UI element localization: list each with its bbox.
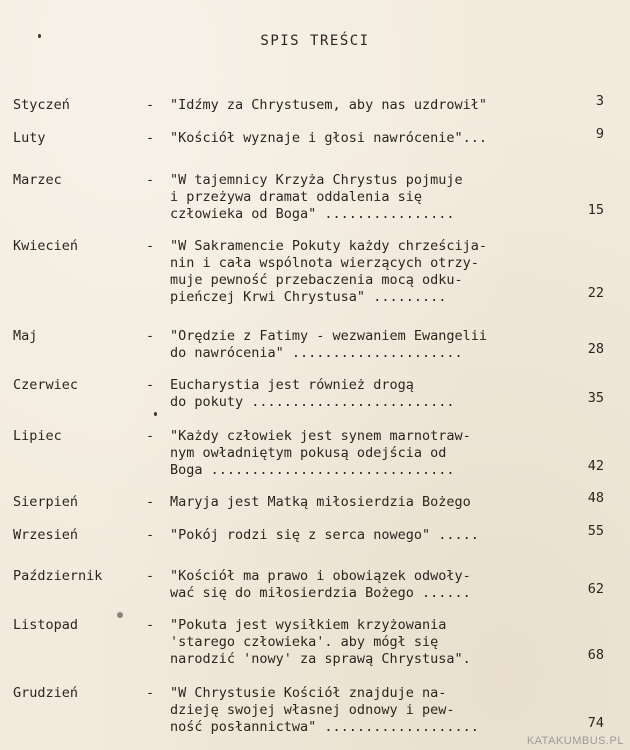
toc-description-line: "Każdy człowiek jest synem marnotraw- xyxy=(170,428,471,444)
toc-description xyxy=(170,685,570,736)
page-title: SPIS TREŚCI xyxy=(260,33,370,49)
toc-page-number: 9 xyxy=(595,126,604,142)
toc-description-line: "W Chrystusie Kościół znajduje na- xyxy=(170,685,447,701)
toc-description-line: do pokuty ......................... xyxy=(170,394,455,410)
toc-description-line: "Kościół wyznaje i głosi nawrócenie"... xyxy=(170,130,487,146)
toc-description-line: muje pewność przebaczenia mocą odku- xyxy=(170,272,463,288)
toc-description-line: 'starego człowieka'. aby mógł się xyxy=(170,634,439,650)
toc-description xyxy=(170,130,570,147)
toc-dash: - xyxy=(146,428,155,444)
toc-description-line: ność posłannictwa" ................... xyxy=(170,719,479,735)
toc-description-line: i przeżywa dramat oddalenia się xyxy=(170,189,422,205)
toc-month: Marzec xyxy=(13,172,62,188)
toc-page-number: 22 xyxy=(587,285,604,301)
toc-description-line: dzieję swojej własnej odnowy i pew- xyxy=(170,702,455,718)
toc-month: Listopad xyxy=(13,617,79,633)
toc-dash: - xyxy=(146,617,155,633)
toc-description-line: Eucharystia jest również drogą xyxy=(170,377,414,393)
ink-speck xyxy=(38,34,41,38)
toc-page-number: 68 xyxy=(587,647,604,663)
toc-dash: - xyxy=(146,97,155,113)
toc-description-line: "Idźmy za Chrystusem, aby nas uzdrowił" xyxy=(170,97,487,113)
toc-page-number: 74 xyxy=(587,715,604,731)
toc-description xyxy=(170,494,570,511)
toc-description xyxy=(170,568,570,602)
toc-description-line: do nawrócenia" ..................... xyxy=(170,345,463,361)
toc-page-number: 48 xyxy=(587,490,604,506)
toc-description-line: człowieka od Boga" ................ xyxy=(170,206,455,222)
toc-description xyxy=(170,238,570,306)
toc-dash: - xyxy=(146,130,155,146)
toc-dash: - xyxy=(146,328,155,344)
toc-dash: - xyxy=(146,494,155,510)
toc-month: Grudzień xyxy=(13,685,79,701)
toc-description xyxy=(170,172,570,223)
toc-description xyxy=(170,377,570,411)
toc-dash: - xyxy=(146,377,155,393)
toc-description-line: "Pokuta jest wysiłkiem krzyżowania xyxy=(170,617,447,633)
toc-page-number: 35 xyxy=(587,390,604,406)
toc-description xyxy=(170,617,570,668)
toc-description-line: "W Sakramencie Pokuty każdy chrześcija- xyxy=(170,238,487,254)
toc-description-line: narodzić 'nowy' za sprawą Chrystusa". xyxy=(170,651,471,667)
toc-page-number: 55 xyxy=(587,523,604,539)
toc-description xyxy=(170,527,570,544)
toc-month: Sierpień xyxy=(13,494,79,510)
toc-month: Kwiecień xyxy=(13,238,79,254)
ink-speck xyxy=(117,612,123,618)
toc-month: Styczeń xyxy=(13,97,70,113)
toc-description-line: "Orędzie z Fatimy - wezwaniem Ewangelii xyxy=(170,328,487,344)
toc-dash: - xyxy=(146,527,155,543)
toc-description-line: pieńczej Krwi Chrystusa" ......... xyxy=(170,289,447,305)
toc-description-line: nin i cała wspólnota wierzących otrzy- xyxy=(170,255,479,271)
toc-dash: - xyxy=(146,238,155,254)
toc-description-line: Maryja jest Matką miłosierdzia Bożego xyxy=(170,494,471,510)
ink-speck xyxy=(154,412,157,416)
toc-dash: - xyxy=(146,685,155,701)
toc-page-number: 28 xyxy=(587,341,604,357)
toc-description-line: "W tajemnicy Krzyża Chrystus pojmuje xyxy=(170,172,463,188)
toc-page-number: 3 xyxy=(595,93,604,109)
toc-month: Maj xyxy=(13,328,38,344)
toc-page-number: 15 xyxy=(587,202,604,218)
toc-description-line: wać się do miłosierdzia Bożego ...... xyxy=(170,585,471,601)
toc-page-number: 42 xyxy=(587,458,604,474)
toc-dash: - xyxy=(146,172,155,188)
toc-description-line: Boga .............................. xyxy=(170,462,455,478)
toc-description xyxy=(170,328,570,362)
toc-month: Wrzesień xyxy=(13,527,79,543)
toc-dash: - xyxy=(146,568,155,584)
watermark: KATAKUMBUS.PL xyxy=(526,735,624,747)
toc-page-number: 62 xyxy=(587,581,604,597)
toc-description-line: nym owładniętym pokusą odejścia od xyxy=(170,445,447,461)
toc-description xyxy=(170,97,570,114)
toc-month: Październik xyxy=(13,568,103,584)
toc-description xyxy=(170,428,570,479)
toc-month: Czerwiec xyxy=(13,377,79,393)
toc-month: Lipiec xyxy=(13,428,62,444)
toc-description-line: "Pokój rodzi się z serca nowego" ..... xyxy=(170,527,479,543)
toc-month: Luty xyxy=(13,130,46,146)
toc-description-line: "Kościół ma prawo i obowiązek odwoły- xyxy=(170,568,471,584)
